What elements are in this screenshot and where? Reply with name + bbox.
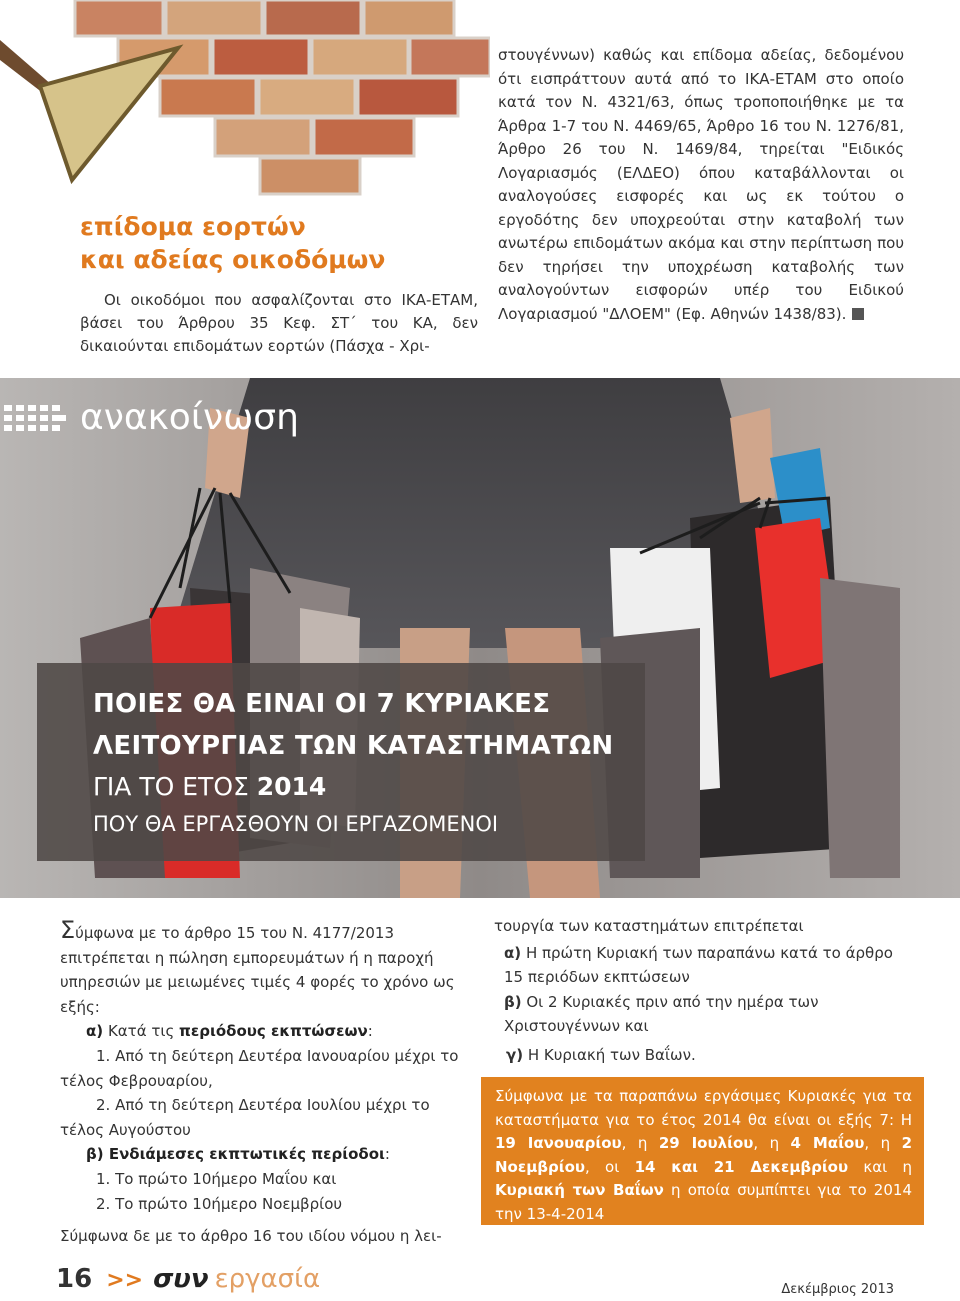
article-body-right (498, 44, 904, 326)
item-a-pre: Κατά τις (103, 1022, 180, 1041)
item-a (60, 1019, 468, 1044)
summary-t1: Σύμφωνα με τα παραπάνω εργάσιμες Κυριακές για τα καταστήματα για το έτος 2014 θα είναι οι εξής 7: Η (495, 1087, 912, 1129)
item-a-label: α) (86, 1022, 104, 1041)
summary-t3: , η (753, 1134, 791, 1152)
end-square-icon (852, 308, 864, 320)
summary-date-6: Κυριακή των Βαΐων (495, 1181, 664, 1199)
item-b-2: 2. Το πρώτο 10ήμερο Νοεμβρίου (96, 1194, 343, 1213)
article-title (80, 210, 480, 276)
article-body-right-text: στουγέννων) καθώς και επίδομα αδείας, δεδομένου ότι εισπράττουν αυτά από το ΙΚΑ-ΕΤΑΜ στο οποίο κατά τον Ν. 4321/63, όπως τροποποιήθηκε με τα Άρθρα 1-7 του Ν. 4469/65, Άρθρο 16 του Ν. 1276/81, Άρθρο 26 του Ν. 1469/84, τηρείται "Ειδικός Λογαριασμός (ΕΛΔΕΟ) όπου καταβάλλονται οι αναλογούσες εισφορές και ως εκ τούτου ο εργοδότης δεν υποχρεούται στην καταβολή των ανωτέρω επιδομάτων ακόμα και στην περίπτωση που δεν τηρήσει την υποχρέωση καταβολής των αναλογούντων εισφορών υπέρ του Ειδικού Λογαριασμού "ΔΛΟΕΜ" (Εφ. Αθηνών 1438/83). (498, 46, 904, 323)
summary-date-5: 14 και 21 Δεκεμβρίου (634, 1157, 849, 1176)
sunday-c (494, 1043, 906, 1068)
sunday-b-text: Οι 2 Κυριακές πριν από την ημέρα των Χριστουγέννων και (504, 992, 819, 1036)
summary-t7: η οποία συμπίπτει για το 2014 την 13-4-2014 (495, 1181, 912, 1223)
sunday-b-label: β) (504, 992, 522, 1011)
summary-text (495, 1085, 912, 1226)
item-b-1: 1. Το πρώτο 10ήμερο Μαΐου και (96, 1169, 337, 1188)
item-a-1: 1. Από τη δεύτερη Δευτέρα Ιανουαρίου μέχρι το τέλος Φεβρουαρίου, (60, 1046, 459, 1090)
sunday-c-text: Η Κυριακή των Βαΐων. (523, 1045, 696, 1064)
sunday-a (494, 941, 906, 990)
drop-cap: Σ (60, 916, 76, 944)
headline-line-2: ΛΕΙΤΟΥΡΓΙΑΣ ΤΩΝ ΚΑΤΑΣΤΗΜΑΤΩΝ (93, 731, 614, 761)
summary-box (481, 1077, 924, 1225)
page-number: 16 (56, 1264, 93, 1294)
headline-line-3 (93, 767, 645, 807)
intro-paragraph (60, 916, 468, 1019)
headline-line-4: ΠΟΥ ΘΑ ΕΡΓΑΣΘΟΥΝ ΟΙ ΕΡΓΑΖΟΜΕΝΟΙ (93, 812, 499, 836)
outro-text: Σύμφωνα δε με το άρθρο 16 του ιδίου νόμου η λει- (60, 1227, 442, 1246)
item-a-2: 2. Από τη δεύτερη Δευτέρα Ιουλίου μέχρι το τέλος Αυγούστου (60, 1096, 430, 1139)
bottom-right-column (494, 914, 906, 1068)
headline-box (37, 663, 645, 861)
summary-t4: , η (864, 1134, 902, 1152)
bottom-left-column (60, 916, 468, 1249)
summary-t2: , η (621, 1134, 659, 1152)
footer-arrows: >> (106, 1268, 144, 1293)
article-body-left: Οι οικοδόμοι που ασφαλίζονται στο ΙΚΑ-ΕΤΑΜ, βάσει του Άρθρου 35 Κεφ. ΣΤ΄ του ΚΑ, δεν δικαιούνται επιδομάτων εορτών (Πάσχα - Χρι- (80, 291, 478, 355)
title-line-1: επίδομα εορτών (80, 212, 306, 241)
sunday-c-label: γ) (506, 1045, 524, 1064)
title-line-2: και αδείας οικοδόμων (80, 245, 386, 274)
headline-year: 2014 (256, 772, 327, 801)
item-a-post: : (367, 1022, 373, 1041)
bricks-trowel-illustration (0, 0, 490, 200)
item-b (60, 1142, 468, 1167)
summary-t6: και η (848, 1157, 912, 1176)
sunday-a-label: α) (504, 943, 522, 962)
issue-date: Δεκέμβριος 2013 (781, 1282, 894, 1297)
headline-line-3-text: ΓΙΑ ΤΟ ΕΤΟΣ (93, 772, 257, 801)
summary-date-2: 29 Ιουλίου (658, 1134, 754, 1152)
headline-line-1: ΠΟΙΕΣ ΘΑ ΕΙΝΑΙ ΟΙ 7 ΚΥΡΙΑΚΕΣ (93, 689, 551, 719)
summary-date-1: 19 Ιανουαρίου (495, 1134, 622, 1152)
item-b-label: β) (86, 1145, 104, 1164)
brand-name-part-1: συν (153, 1264, 209, 1294)
dots-grid-icon (4, 405, 66, 431)
brand-name-part-2: εργασία (214, 1264, 321, 1294)
intro-text: ύμφωνα με το άρθρο 15 του Ν. 4177/2013 επιτρέπεται η πώληση εμπορευμάτων ή η παροχή υπηρεσιών με μειωμένες τιμές 4 φορές το χρόνο ως εξής: (60, 924, 455, 1016)
summary-t5: , οι (585, 1157, 635, 1176)
section-label-text: ανακοίνωση (80, 397, 299, 438)
item-b-bold: Ενδιάμεσες εκπτωτικές περίοδοι (103, 1145, 385, 1164)
item-a-bold: περιόδους εκπτώσεων (179, 1022, 368, 1041)
item-b-post: : (384, 1145, 390, 1164)
continuation-text: τουργία των καταστημάτων επιτρέπεται (494, 917, 804, 935)
sunday-a-text: Η πρώτη Κυριακή των παραπάνω κατά το άρθρο 15 περιόδων εκπτώσεων (504, 943, 893, 987)
summary-date-3: 4 Μαΐου (790, 1134, 865, 1152)
section-label (0, 393, 299, 443)
sunday-b (494, 990, 906, 1039)
page-footer (56, 1264, 320, 1301)
summary-date-4: 2 Νοεμβρίου (495, 1134, 913, 1176)
